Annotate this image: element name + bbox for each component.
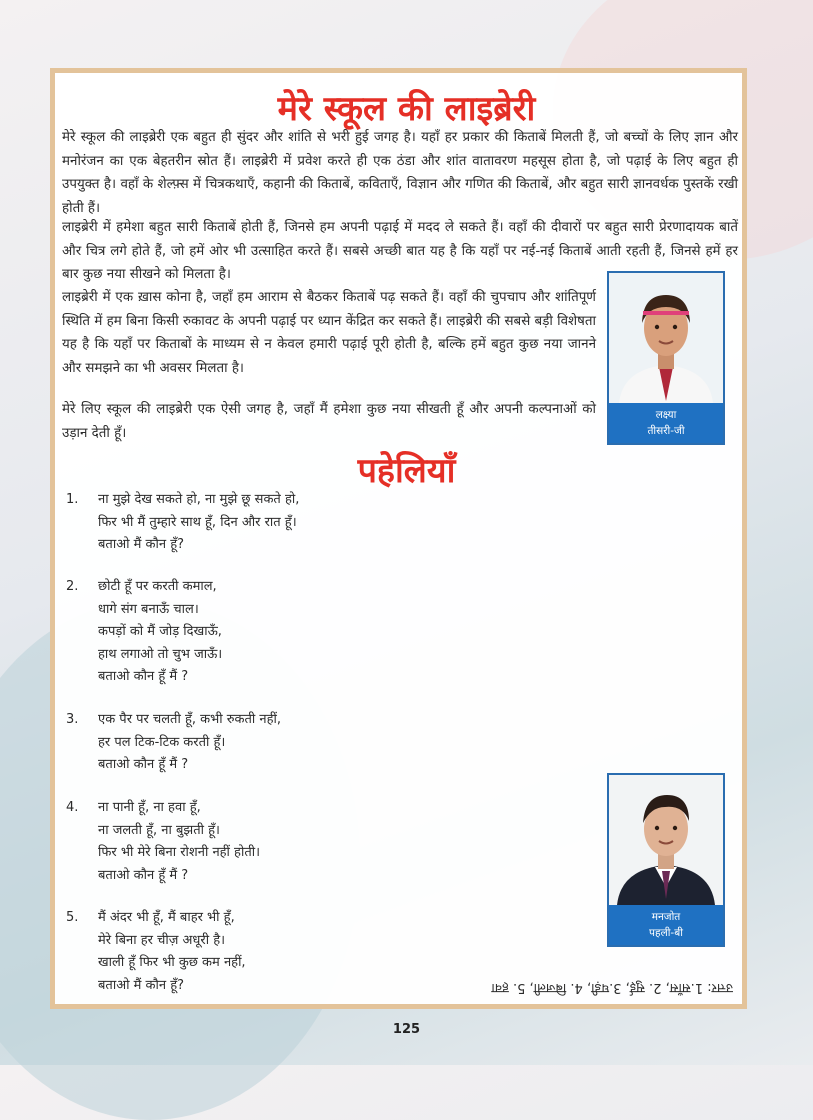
riddle-line: मेरे बिना हर चीज़ अधूरी है।	[98, 932, 226, 948]
author-photo-card	[607, 773, 725, 947]
author-class: पहली-बी	[649, 927, 683, 939]
riddle-line: खाली हूँ फिर भी कुछ कम नहीं,	[98, 955, 246, 970]
riddle-number: 2.	[66, 579, 79, 594]
riddle-line: बताओ मैं कौन हूँ?	[98, 977, 185, 993]
riddle-number: 3.	[66, 712, 79, 727]
author-photo-card	[607, 271, 725, 445]
riddle-line: बताओ कौन हूँ मैं ?	[98, 867, 189, 883]
article-title: मेरे स्कूल की लाइब्रेरी	[277, 89, 536, 129]
article-paragraph: मेरे लिए स्कूल की लाइब्रेरी एक ऐसी जगह है, जहाँ मैं हमेशा कुछ नया सीखती हूँ और अपनी कल्पनाओं को उड़ान देती हूँ।	[62, 402, 596, 441]
student-photo	[609, 273, 723, 403]
riddle-line: ना मुझे देख सकते हो, ना मुझे छू सकते हो,	[98, 492, 300, 507]
riddle-answers: उत्तर: 1.साँस, 2. सुई, 3.घड़ी, 4. बिजली, 5. हवा	[491, 980, 733, 995]
riddle-line: मैं अंदर भी हूँ, मैं बाहर भी हूँ,	[98, 910, 235, 925]
riddle-line: हाथ लगाओ तो चुभ जाऊँ।	[98, 646, 223, 662]
article-paragraph: लाइब्रेरी में हमेशा बहुत सारी किताबें होती हैं, जिनसे हम अपनी पढ़ाई में मदद ले सकते हैं। वहाँ की दीवारों पर बहुत सारी प्रेरणादायक बातें और चित्र लगे होते हैं, जो हमें ओर भी उत्साहित करते हैं। सबसे अच्छी बात यह है कि यहाँ पर नई-नई किताबें आती रहती हैं, जिनसे हमें हर बार कुछ नया सीखने को मिलता है।	[62, 220, 738, 283]
riddle-line: ना जलती हूँ, ना बुझती हूँ।	[98, 822, 220, 838]
author-name: लक्ष्या	[655, 409, 677, 421]
riddle-line: हर पल टिक-टिक करती हूँ।	[98, 734, 226, 750]
riddle-line: छोटी हूँ पर करती कमाल,	[98, 579, 217, 594]
author-class: तीसरी-जी	[647, 425, 685, 437]
riddle-line: फिर भी मैं तुम्हारे साथ हूँ, दिन और रात हूँ।	[98, 514, 297, 530]
author-name: मनजोत	[651, 911, 681, 923]
page-number: 125	[392, 1022, 421, 1037]
article-paragraph: मेरे स्कूल की लाइब्रेरी एक बहुत ही सुंदर और शांति से भरी हुई जगह है। यहाँ हर प्रकार की किताबें मिलती हैं, जो बच्चों के लिए ज्ञान और मनोरंजन का एक बेहतरीन स्रोत हैं। लाइब्रेरी में प्रवेश करते ही एक ठंडा और शांत वातावरण महसूस होता है, जो पढ़ाई के लिए बहुत ही उपयुक्त है। वहाँ के शेल्फ़्स में चित्रकथाएँ, कहानी की किताबें, कविताएँ, विज्ञान और गणित की किताबें, और बहुत सारी ज्ञानवर्धक पुस्तकें रखी होती हैं।	[62, 130, 738, 217]
riddle-number: 4.	[66, 800, 79, 815]
riddles-title: पहेलियाँ	[357, 451, 456, 491]
riddle-number: 5.	[66, 910, 79, 925]
author-caption	[609, 403, 723, 443]
riddle-line: बताओ कौन हूँ मैं ?	[98, 669, 189, 684]
riddle-line: बताओ मैं कौन हूँ?	[98, 537, 185, 552]
author-caption	[609, 905, 723, 945]
riddle-line: कपड़ों को मैं जोड़ दिखाऊँ,	[98, 624, 222, 639]
riddle-line: ना पानी हूँ, ना हवा हूँ,	[98, 800, 201, 815]
riddle-number: 1.	[66, 492, 79, 507]
riddle-line: बताओ कौन हूँ मैं ?	[98, 757, 189, 772]
riddle-line: फिर भी मेरे बिना रोशनी नहीं होती।	[98, 845, 261, 860]
student-photo	[609, 775, 723, 905]
riddle-line: एक पैर पर चलती हूँ, कभी रुकती नहीं,	[98, 712, 282, 727]
riddle-line: धागे संग बनाऊँ चाल।	[98, 601, 199, 617]
article-paragraph: लाइब्रेरी में एक ख़ास कोना है, जहाँ हम आराम से बैठकर किताबें पढ़ सकते हैं। वहाँ की चुपचाप और शांतिपूर्ण स्थिति में हम बिना किसी रुकावट के अपनी पढ़ाई पर ध्यान केंद्रित कर सकते हैं। लाइब्रेरी की सबसे बड़ी विशेषता यह है कि यहाँ पर किताबों के माध्यम से न केवल हमारी पढ़ाई पूरी होती है, बल्कि हमें बहुत कुछ नया जानने और समझने का भी अवसर मिलता है।	[62, 290, 596, 377]
